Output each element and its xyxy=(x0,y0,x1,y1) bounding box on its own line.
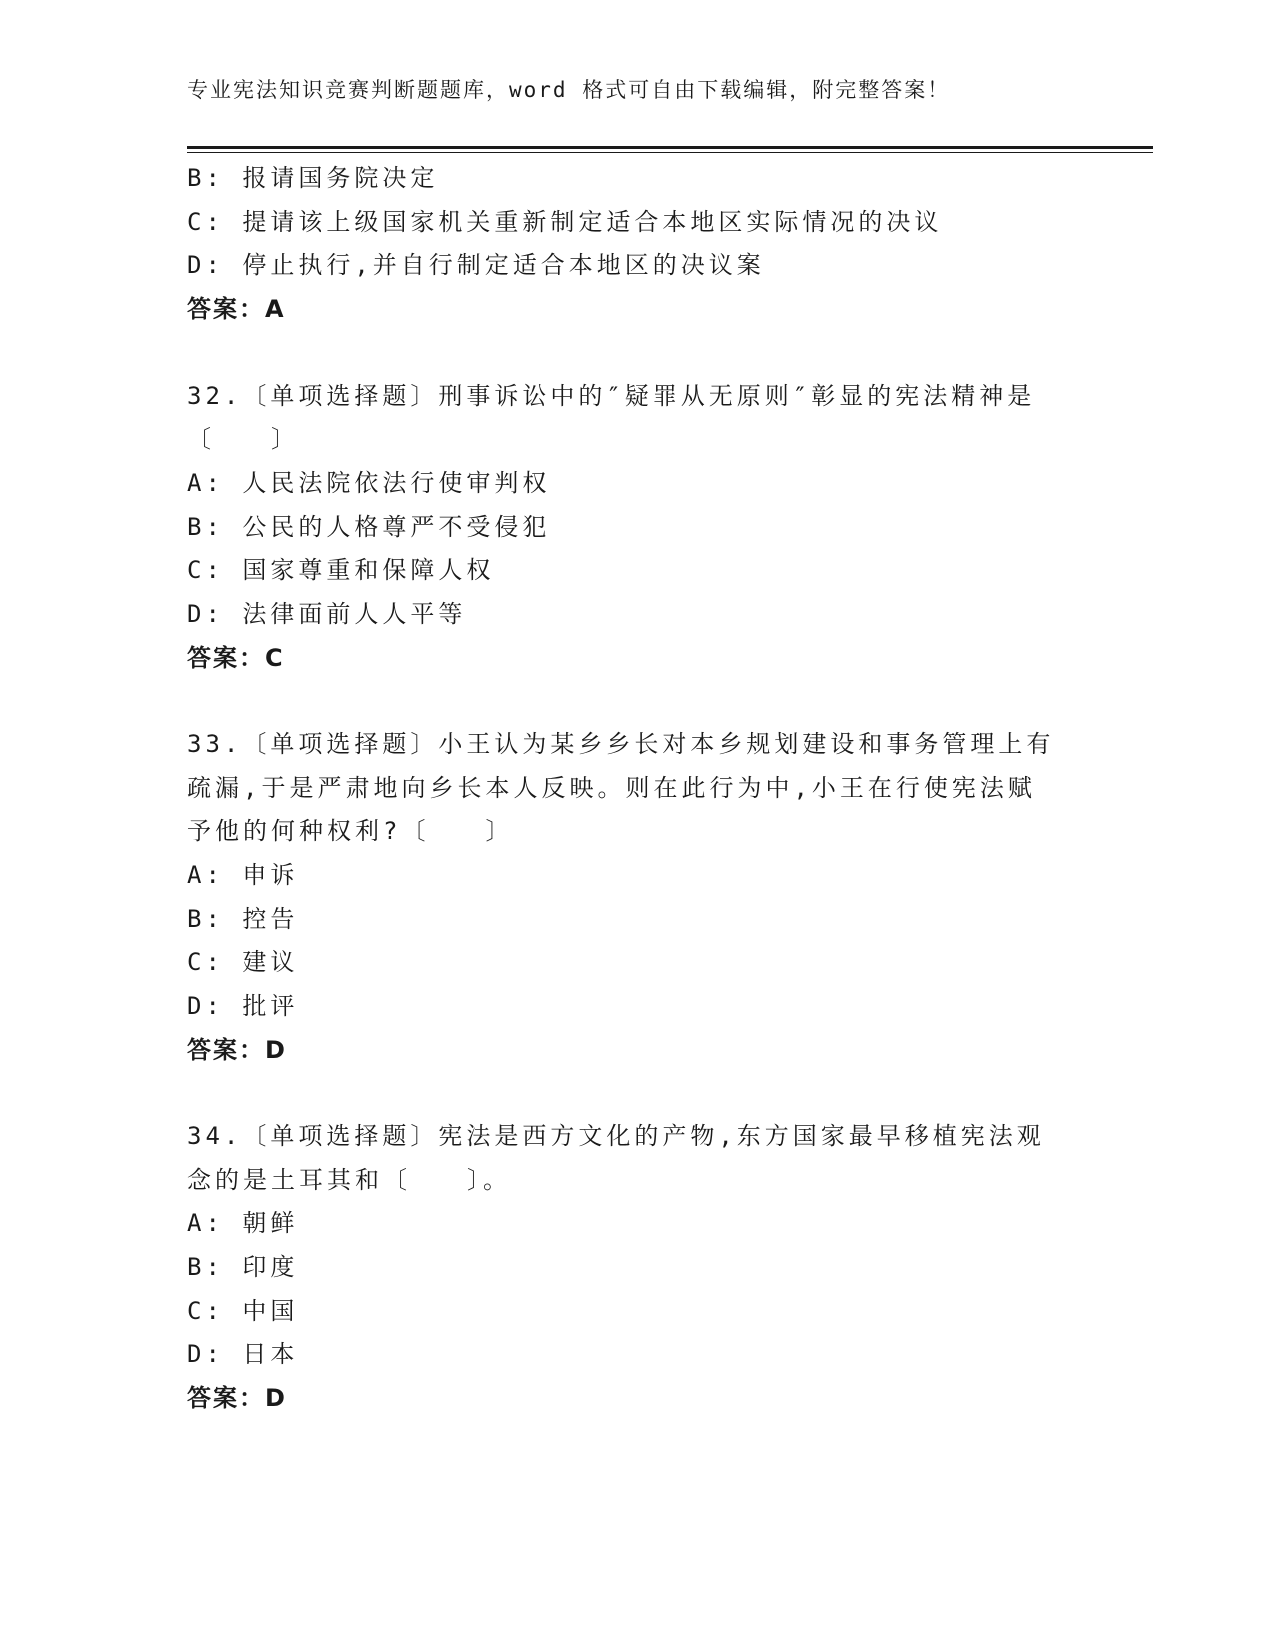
question-32-text: 32.〔单项选择题〕刑事诉讼中的″疑罪从无原则″彰显的宪法精神是 xyxy=(187,382,1036,410)
answer-line: 答案：D xyxy=(187,1384,287,1412)
answer-line: 答案：A xyxy=(187,295,286,323)
question-33-text: 33.〔单项选择题〕小王认为某乡乡长对本乡规划建设和事务管理上有 xyxy=(187,730,1055,758)
option-c: C: 中国 xyxy=(187,1297,299,1325)
option-c: C: 国家尊重和保障人权 xyxy=(187,556,495,584)
answer-line: 答案：C xyxy=(187,644,285,672)
header-rule-thin xyxy=(187,152,1153,153)
page-header: 专业宪法知识竞赛判断题题库，word 格式可自由下载编辑，附完整答案！ xyxy=(187,78,951,102)
answer-line: 答案：D xyxy=(187,1036,287,1064)
option-a: A: 申诉 xyxy=(187,861,299,889)
option-b: B: 公民的人格尊严不受侵犯 xyxy=(187,513,551,541)
option-c: C: 建议 xyxy=(187,948,299,976)
option-d: D: 批评 xyxy=(187,992,299,1020)
option-d: D: 法律面前人人平等 xyxy=(187,600,467,628)
option-b: B: 控告 xyxy=(187,905,299,933)
question-34-text-cont: 念的是土耳其和〔 〕。 xyxy=(187,1166,511,1194)
question-33-text-cont2: 予他的何种权利?〔 〕 xyxy=(187,817,514,845)
question-32-text-cont: 〔 〕 xyxy=(187,425,299,453)
question-34-text: 34.〔单项选择题〕宪法是西方文化的产物,东方国家最早移植宪法观 xyxy=(187,1122,1045,1150)
option-d: D: 停止执行,并自行制定适合本地区的决议案 xyxy=(187,251,765,279)
option-a: A: 朝鲜 xyxy=(187,1209,299,1237)
option-b: B: 报请国务院决定 xyxy=(187,164,439,192)
option-b: B: 印度 xyxy=(187,1253,299,1281)
option-c: C: 提请该上级国家机关重新制定适合本地区实际情况的决议 xyxy=(187,208,943,236)
header-rule-thick xyxy=(187,146,1153,149)
option-d: D: 日本 xyxy=(187,1340,299,1368)
option-a: A: 人民法院依法行使审判权 xyxy=(187,469,551,497)
question-33-text-cont: 疏漏,于是严肃地向乡长本人反映。则在此行为中,小王在行使宪法赋 xyxy=(187,774,1036,802)
